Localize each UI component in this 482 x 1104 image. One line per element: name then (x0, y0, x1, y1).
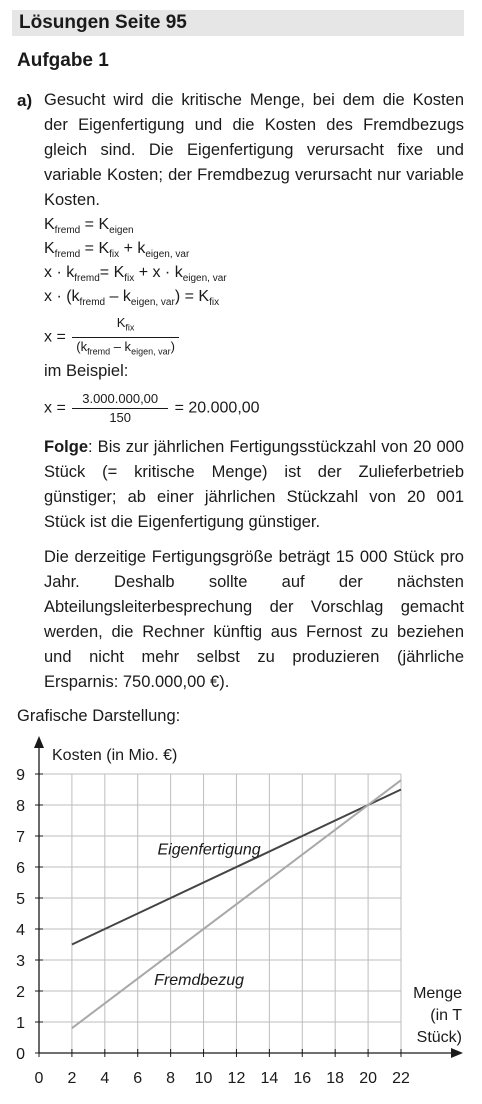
page-header (12, 10, 464, 36)
x-tick-label: 20 (359, 1070, 377, 1087)
y-tick-label: 7 (16, 829, 25, 846)
x-tick-label: 8 (166, 1070, 176, 1087)
formula-4: $x \cdot (k_{fremd} - k_{eigen, var}) = K_{fix}$ (44, 288, 220, 309)
x-axis-label: Stück) (416, 1029, 462, 1046)
x-axis-arrow-icon (451, 1048, 463, 1058)
series-label-fremdbezug: Fremdbezug (154, 971, 245, 989)
task-title: Aufgabe 1 (17, 50, 109, 71)
x-tick-label: 16 (293, 1070, 312, 1087)
intro-paragraph: Gesucht wird die kritische Menge, bei dem die Kosten der Eigenfertigung und die Kosten des Fremdbezugs gleich sind. Die Eigenfertigung verursacht fixe und variable Kosten; der Fremdbezug verursacht nur variable Kosten. (44, 91, 464, 209)
formula-5: x = $\frac{K_{fix}}{(k_{fremd} - k_{eigen, var})}$ (44, 314, 181, 360)
x-tick-label: 4 (100, 1070, 110, 1087)
y-tick-label: 2 (16, 984, 25, 1001)
x-tick-label: 22 (392, 1070, 410, 1087)
x-axis-label: (in T (430, 1007, 462, 1024)
x-tick-label: 2 (67, 1070, 77, 1087)
x-tick-label: 6 (133, 1070, 143, 1087)
x-tick-label: 18 (326, 1070, 345, 1087)
y-axis-arrow-icon (34, 736, 44, 748)
x-tick-label: 10 (194, 1070, 213, 1087)
y-tick-label: 9 (16, 767, 25, 784)
fraction: $\frac{3.000.000,00}{150}$ (72, 390, 168, 427)
formula-3: $x \cdot k_{fremd}= K_{fix} + x \cdot k_{eigen, var}$ (44, 264, 227, 285)
recommendation-paragraph: Die derzeitige Fertigungsgröße beträgt 15 000 Stück pro Jahr. Deshalb sollte auf der nächsten Abteilungsleiterbesprechung der Vorschlag gemacht werden, die Rechner künftig aus Fernost zu beziehen und nicht mehr selbst zu produzieren (jährliche Ersparnis: 750.000,00 €). (44, 548, 464, 691)
part-label: a) (17, 91, 33, 110)
x-axis-label: Menge (413, 985, 462, 1002)
consequence-paragraph: Folge: Bis zur jährlichen Fertigungsstückzahl von 20 000 Stück (= kritische Menge) ist der Zulieferbetrieb günstiger; ab einer jährlichen Stückzahl von 20 001 Stück ist die Eigenfertigung günstiger. (44, 438, 464, 531)
y-tick-label: 6 (16, 860, 25, 877)
y-tick-label: 0 (16, 1046, 25, 1063)
y-tick-label: 8 (16, 798, 25, 815)
graph-title: Grafische Darstellung: (17, 707, 181, 725)
series-label-eigenfertigung: Eigenfertigung (157, 841, 261, 859)
x-tick-label: 14 (260, 1070, 279, 1087)
y-tick-label: 5 (16, 891, 25, 908)
page-title: Lösungen Seite 95 (19, 12, 187, 33)
y-tick-label: 3 (16, 953, 25, 970)
y-tick-label: 1 (16, 1015, 25, 1032)
fraction: $\frac{K_{fix}}{(k_{fremd} - k_{eigen, var})}$ (72, 314, 179, 360)
x-tick-label: 0 (34, 1070, 44, 1087)
cost-chart (0, 730, 482, 1104)
x-tick-label: 12 (227, 1070, 246, 1087)
formula-2: $K_{fremd} = K_{fix} + k_{eigen, var}$ (44, 240, 190, 261)
formula-6: x = $\frac{3.000.000,00}{150}$ = 20.000,00 (44, 391, 260, 425)
y-tick-label: 4 (16, 922, 25, 939)
formula-1: $K_{fremd} = K_{eigen}$ (44, 216, 134, 237)
example-label: im Beispiel: (44, 362, 129, 380)
y-axis-label: Kosten (in Mio. €) (52, 747, 178, 764)
